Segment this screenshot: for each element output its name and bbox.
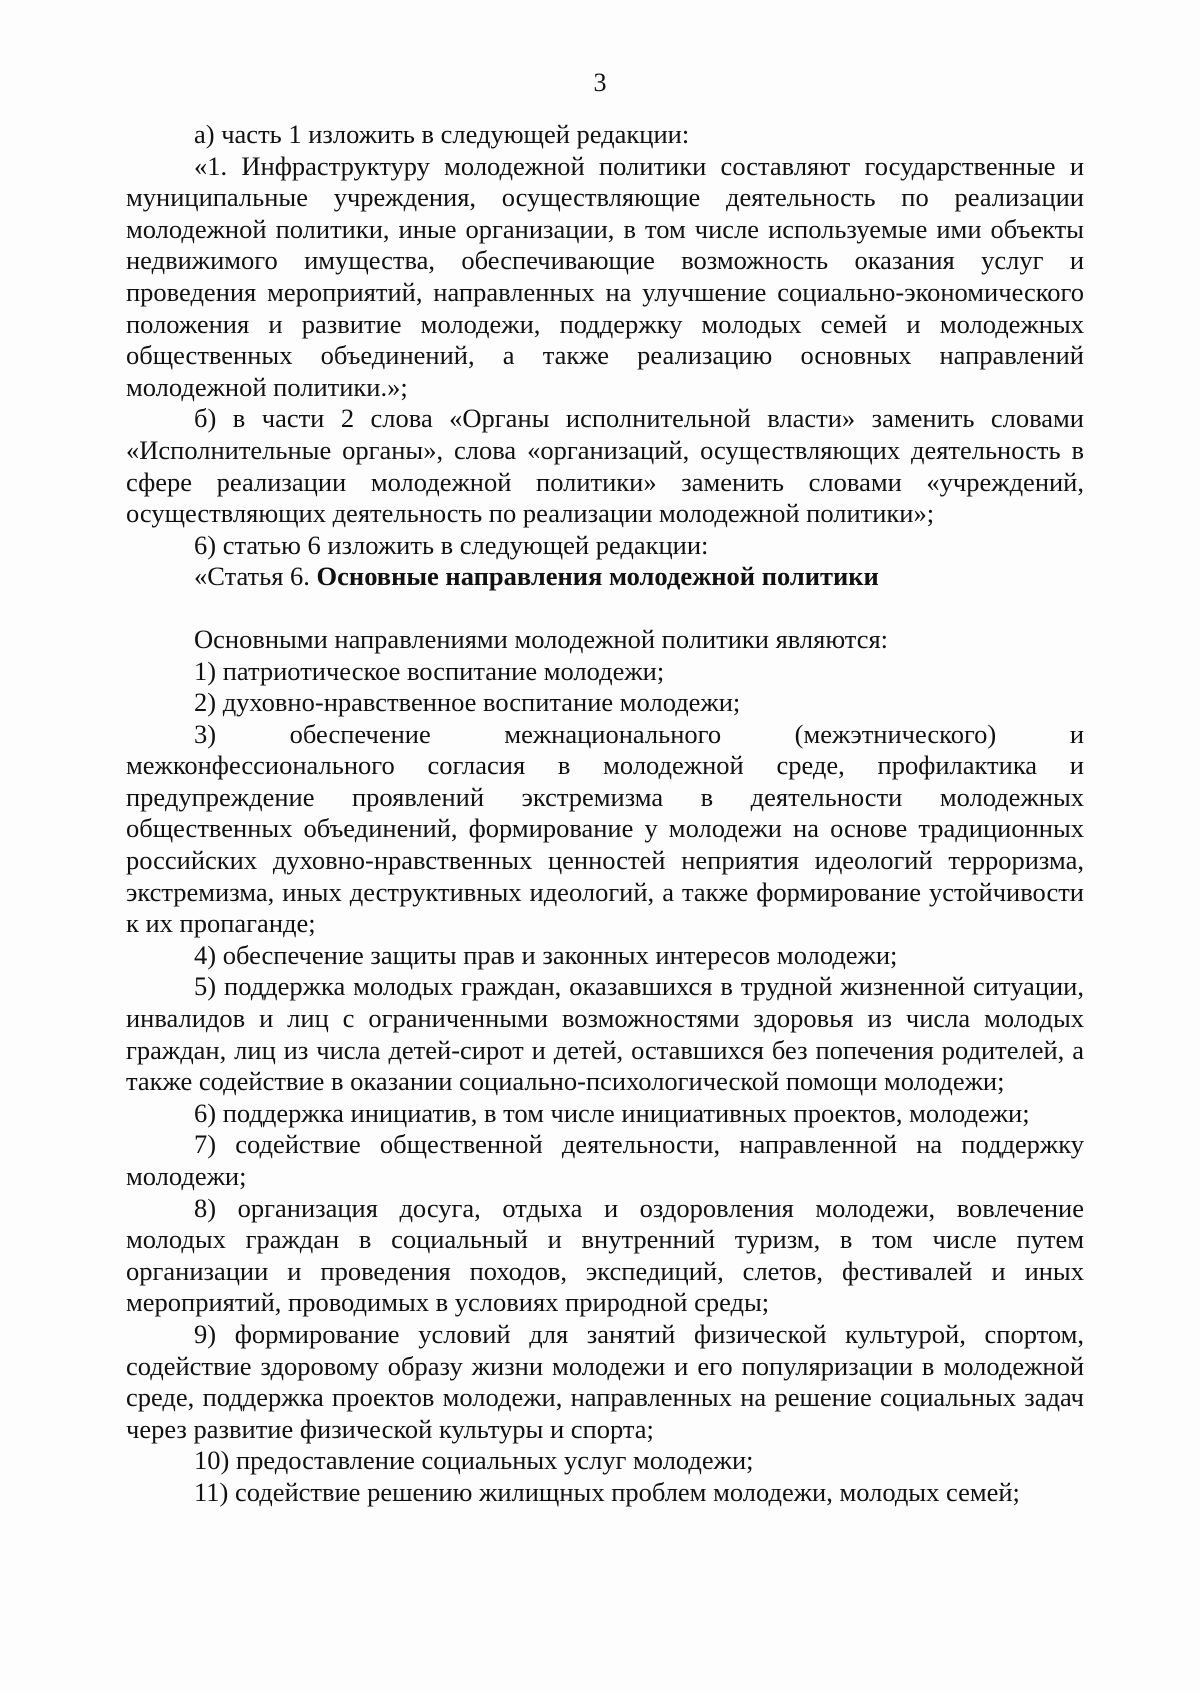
page-number: 3 — [593, 68, 607, 97]
list-item: 5) поддержка молодых граждан, оказавшихся в трудной жизненной ситуации, инвалидов и лиц с ограниченными возможностями здоровья из числа молодых граждан, лиц из числа детей-сирот и детей, оставшихся без попечения родителей, а также содействие в оказании социально-психологической помощи молодежи; — [126, 971, 1084, 1097]
article-heading — [126, 561, 1084, 593]
list-item: 8) организация досуга, отдыха и оздоровления молодежи, вовлечение молодых граждан в социальный и внутренний туризм, в том числе путем организации и проведения походов, экспедиций, слетов, фестивалей и иных мероприятий, проводимых в условиях природной среды; — [126, 1192, 1084, 1318]
article-title: Основные направления молодежной политики — [316, 561, 879, 592]
list-item: 2) духовно-нравственное воспитание молодежи; — [194, 687, 741, 718]
document-body — [126, 119, 1084, 1509]
list-item: 3) обеспечение межнационального (межэтнического) и межконфессионального согласия в молодежной среде, профилактика и предупреждение проявлений экстремизма в деятельности молодежных общественных объединений, формирование у молодежи на основе традиционных российских духовно-нравственных ценностей неприятия идеологий терроризма, экстремизма, иных деструктивных идеологий, а также формирование устойчивости к их пропаганде; — [126, 718, 1084, 939]
list-item: 7) содействие общественной деятельности, направленной на поддержку молодежи; — [126, 1129, 1084, 1191]
article-prefix: «Статья 6. — [194, 561, 317, 592]
amendment-a-text: «1. Инфраструктуру молодежной политики составляют государственные и муниципальные учреждения, осуществляющие деятельность по реализации молодежной политики, иные организации, в том числе используемые ими объекты недвижимого имущества, обеспечивающие возможность оказания услуг и проведения мероприятий, направленных на улучшение социально-экономического положения и развитие молодежи, поддержку молодых семей и молодежных общественных объединений, а также реализацию основных направлений молодежной политики.»; — [126, 150, 1084, 402]
list-item: 11) содействие решению жилищных проблем молодежи, молодых семей; — [194, 1476, 1020, 1507]
list-item: 6) поддержка инициатив, в том числе инициативных проектов, молодежи; — [194, 1097, 1030, 1128]
article-intro: Основными направлениями молодежной политики являются: — [194, 623, 889, 654]
amendment-b: б) в части 2 слова «Органы исполнительной власти» заменить словами «Исполнительные органы», слова «организаций, осуществляющих деятельность в сфере реализации молодежной политики» заменить словами «учреждений, осуществляющих деятельность по реализации молодежной политики»; — [126, 403, 1084, 529]
list-item: 1) патриотическое воспитание молодежи; — [194, 655, 665, 686]
list-item: 10) предоставление социальных услуг молодежи; — [194, 1445, 754, 1476]
amendment-a: а) часть 1 изложить в следующей редакции: — [194, 119, 690, 149]
amendment-6: 6) статью 6 изложить в следующей редакции: — [194, 529, 709, 560]
spacer — [126, 593, 1084, 624]
list-item: 9) формирование условий для занятий физической культурой, спортом, содействие здоровому образу жизни молодежи и его популяризации в молодежной среде, поддержка проектов молодежи, направленных на решение социальных задач через развитие физической культуры и спорта; — [126, 1318, 1084, 1444]
list-item: 4) обеспечение защиты прав и законных интересов молодежи; — [194, 939, 898, 970]
